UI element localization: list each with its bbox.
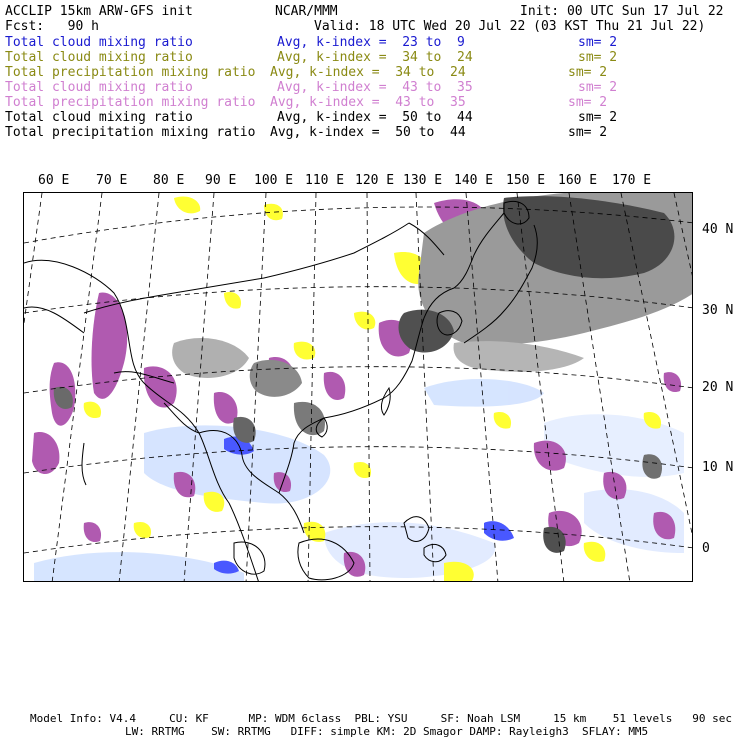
legend-field: Total cloud mixing ratio xyxy=(5,50,193,65)
legend-smoothing: sm= 2 xyxy=(568,65,608,80)
legend-stat: Avg, k-index = 34 to 24 xyxy=(277,50,473,65)
longitude-label: 170 E xyxy=(612,173,652,188)
legend-smoothing: sm= 2 xyxy=(578,50,618,65)
map-panel xyxy=(23,192,693,582)
legend-smoothing: sm= 2 xyxy=(578,110,618,125)
latitude-label: 40 N xyxy=(702,222,734,237)
legend-stat: Avg, k-index = 43 to 35 xyxy=(270,95,466,110)
legend-field: Total cloud mixing ratio xyxy=(5,110,193,125)
cloud-map xyxy=(24,193,693,582)
longitude-label: 140 E xyxy=(454,173,494,188)
latitude-label: 30 N xyxy=(702,303,734,318)
institution-label: NCAR/MMM xyxy=(275,4,338,19)
longitude-label: 80 E xyxy=(153,173,185,188)
legend-field: Total precipitation mixing ratio xyxy=(5,95,256,110)
latitude-label: 20 N xyxy=(702,380,734,395)
legend-stat: Avg, k-index = 50 to 44 xyxy=(277,110,473,125)
longitude-label: 100 E xyxy=(254,173,294,188)
forecast-hour: Fcst: 90 h xyxy=(5,19,99,34)
legend-field: Total cloud mixing ratio xyxy=(5,35,193,50)
longitude-label: 60 E xyxy=(38,173,70,188)
latitude-label: 0 xyxy=(702,541,710,556)
longitude-label: 90 E xyxy=(205,173,237,188)
longitude-label: 130 E xyxy=(403,173,443,188)
legend-stat: Avg, k-index = 50 to 44 xyxy=(270,125,466,140)
physics-info-line: LW: RRTMG SW: RRTMG DIFF: simple KM: 2D Smagor DAMP: Rayleigh3 SFLAY: MM5 xyxy=(125,725,649,738)
legend-stat: Avg, k-index = 23 to 9 xyxy=(277,35,465,50)
longitude-label: 110 E xyxy=(305,173,345,188)
latitude-label: 10 N xyxy=(702,460,734,475)
valid-time: Valid: 18 UTC Wed 20 Jul 22 (03 KST Thu 21 Jul 22) xyxy=(314,19,706,34)
legend-stat: Avg, k-index = 34 to 24 xyxy=(270,65,466,80)
longitude-label: 70 E xyxy=(96,173,128,188)
legend-stat: Avg, k-index = 43 to 35 xyxy=(277,80,473,95)
legend-smoothing: sm= 2 xyxy=(568,95,608,110)
legend-smoothing: sm= 2 xyxy=(578,80,618,95)
init-time: Init: 00 UTC Sun 17 Jul 22 xyxy=(520,4,724,19)
legend-smoothing: sm= 2 xyxy=(578,35,618,50)
longitude-label: 160 E xyxy=(558,173,598,188)
longitude-label: 150 E xyxy=(506,173,546,188)
model-title: ACCLIP 15km ARW-GFS init xyxy=(5,4,193,19)
legend-field: Total cloud mixing ratio xyxy=(5,80,193,95)
legend-field: Total precipitation mixing ratio xyxy=(5,65,256,80)
model-info-line: Model Info: V4.4 CU: KF MP: WDM 6class PBL: YSU SF: Noah LSM 15 km 51 levels 90 sec xyxy=(30,712,732,725)
longitude-label: 120 E xyxy=(355,173,395,188)
legend-smoothing: sm= 2 xyxy=(568,125,608,140)
legend-field: Total precipitation mixing ratio xyxy=(5,125,256,140)
